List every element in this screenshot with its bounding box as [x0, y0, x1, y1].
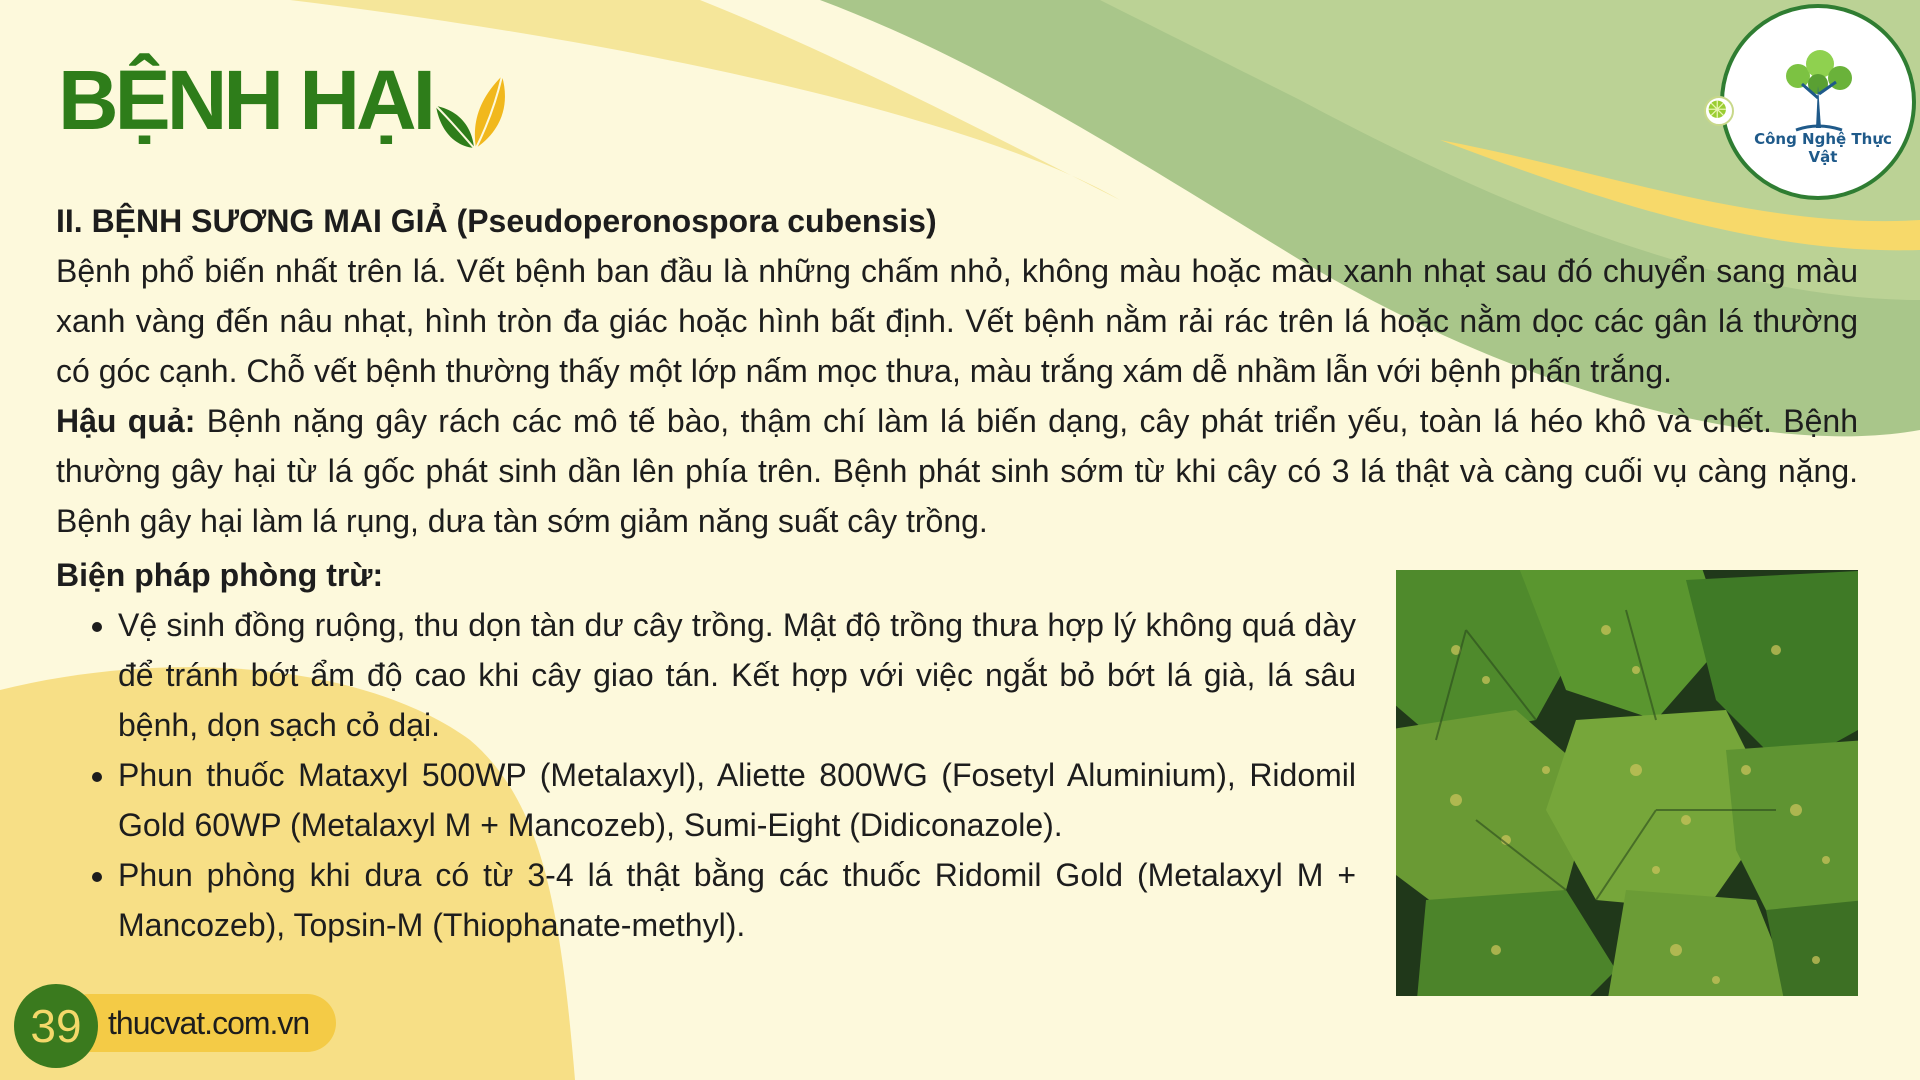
- tree-icon: [1768, 38, 1868, 138]
- page-number: 39: [14, 984, 98, 1068]
- section-heading: II. BỆNH SƯƠNG MAI GIẢ (Pseudoperonospora cubensis): [56, 203, 937, 239]
- measures-list: [56, 600, 1356, 950]
- consequence-paragraph: [56, 396, 1858, 546]
- cucumber-leaf-photo: [1396, 570, 1858, 996]
- measures-block: [56, 550, 1356, 950]
- list-item: • Vệ sinh đồng ruộng, thu dọn tàn dư cây trồng. Mật độ trồng thưa hợp lý không quá dày để tránh bớt ẩm độ cao khi cây giao tán. Kết hợp với việc ngắt bỏ bớt lá già, lá sâu bệnh, dọn sạch cỏ dại.: [118, 600, 1356, 750]
- leaf-icon: [432, 64, 522, 154]
- list-item: • Phun thuốc Mataxyl 500WP (Metalaxyl), Aliette 800WG (Fosetyl Aluminium), Ridomil Gold 60WP (Metalaxyl M + Mancozeb), Sumi-Eight (Didiconazole).: [118, 750, 1356, 850]
- lime-icon: [1704, 96, 1734, 126]
- consequence-text: Bệnh nặng gây rách các mô tế bào, thậm chí làm lá biến dạng, cây phát triển yếu, toàn lá héo khô và chết. Bệnh thường gây hại từ lá gốc phát sinh dần lên phía trên. Bệnh phát sinh sớm từ khi cây có 3 lá thật và càng cuối vụ càng nặng. Bệnh gây hại làm lá rụng, dưa tàn sớm giảm năng suất cây trồng.: [56, 403, 1859, 539]
- measures-label: Biện pháp phòng trừ:: [56, 557, 384, 593]
- logo-text: Công Nghệ Thực Vật: [1754, 130, 1892, 166]
- website-link[interactable]: thucvat.com.vn: [108, 1005, 310, 1041]
- brand-logo: [1720, 4, 1916, 200]
- page-title: BỆNH HẠI: [58, 53, 433, 147]
- disease-description: Bệnh phổ biến nhất trên lá. Vết bệnh ban đầu là những chấm nhỏ, không màu hoặc màu xanh nhạt sau đó chuyển sang màu xanh vàng đến nâu nhạt, hình tròn đa giác hoặc hình bất định. Vết bệnh nằm rải rác trên lá hoặc nằm dọc các gân lá thường có góc cạnh. Chỗ vết bệnh thường thấy một lớp nấm mọc thưa, màu trắng xám dễ nhầm lẫn với bệnh phấn trắng.: [56, 253, 1858, 389]
- list-item: • Phun phòng khi dưa có từ 3-4 lá thật bằng các thuốc Ridomil Gold (Metalaxyl M + Mancozeb), Topsin-M (Thiophanate-methyl).: [118, 850, 1356, 950]
- consequence-label: Hậu quả:: [56, 403, 196, 439]
